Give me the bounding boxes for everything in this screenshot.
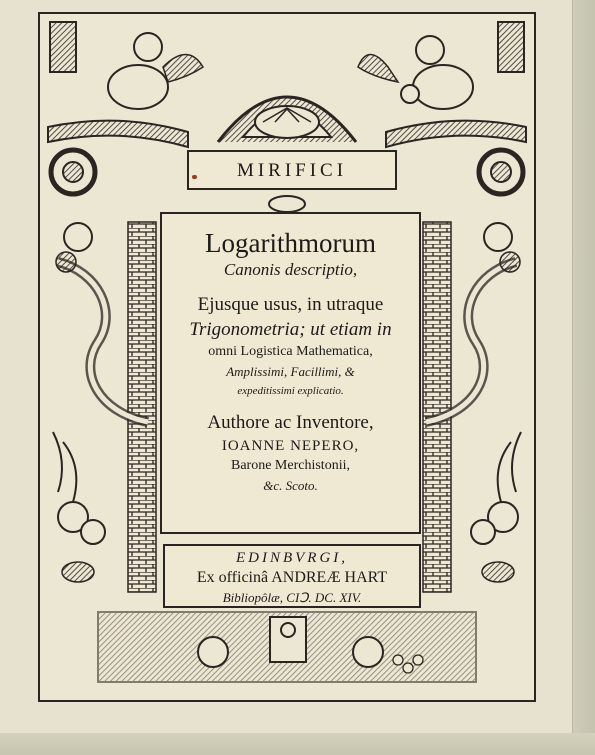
title-cartouche <box>160 212 421 534</box>
title-line-3: Ejusque usus, in utraque <box>197 294 384 315</box>
red-ink-mark <box>192 175 197 179</box>
imprint-date: Bibliopôlæ, CIↃ. DC. XIV. <box>222 590 362 605</box>
title-line-2: Canonis descriptio, <box>223 260 358 279</box>
imprint-cartouche <box>163 544 421 608</box>
skull <box>401 85 419 103</box>
left-pillar <box>128 222 156 592</box>
imprint-city: EDINBVRGI, <box>235 550 349 566</box>
left-cherub-head <box>134 33 162 61</box>
title-line-5: omni Logistica Mathematica, <box>208 344 373 359</box>
page-edge-bottom <box>0 733 595 755</box>
right-cherub-body <box>413 65 473 109</box>
right-cherub-head <box>416 36 444 64</box>
title-line-1: Logarithmorum <box>205 228 376 258</box>
page-edge-right <box>572 0 595 755</box>
author-title: Barone Merchistonii, <box>231 458 350 473</box>
imprint-printer: Ex officinâ ANDREÆ HART <box>196 569 388 586</box>
title-line-4: Trigonometria; ut etiam in <box>189 319 392 340</box>
author-name: IOANNE NEPERO, <box>221 438 360 454</box>
title-line-6: Amplissimi, Facillimi, & <box>226 364 355 379</box>
scallop-shell <box>255 106 319 138</box>
title-line-7: expeditissimi explicatio. <box>237 385 344 397</box>
right-pillar <box>423 222 451 592</box>
author-line-1: Authore ac Inventore, <box>207 412 374 433</box>
author-origin: &c. Scoto. <box>263 478 318 493</box>
header-cartouche <box>187 150 397 190</box>
page-title: MIRIFICI <box>236 160 348 181</box>
left-cherub-body <box>108 65 168 109</box>
